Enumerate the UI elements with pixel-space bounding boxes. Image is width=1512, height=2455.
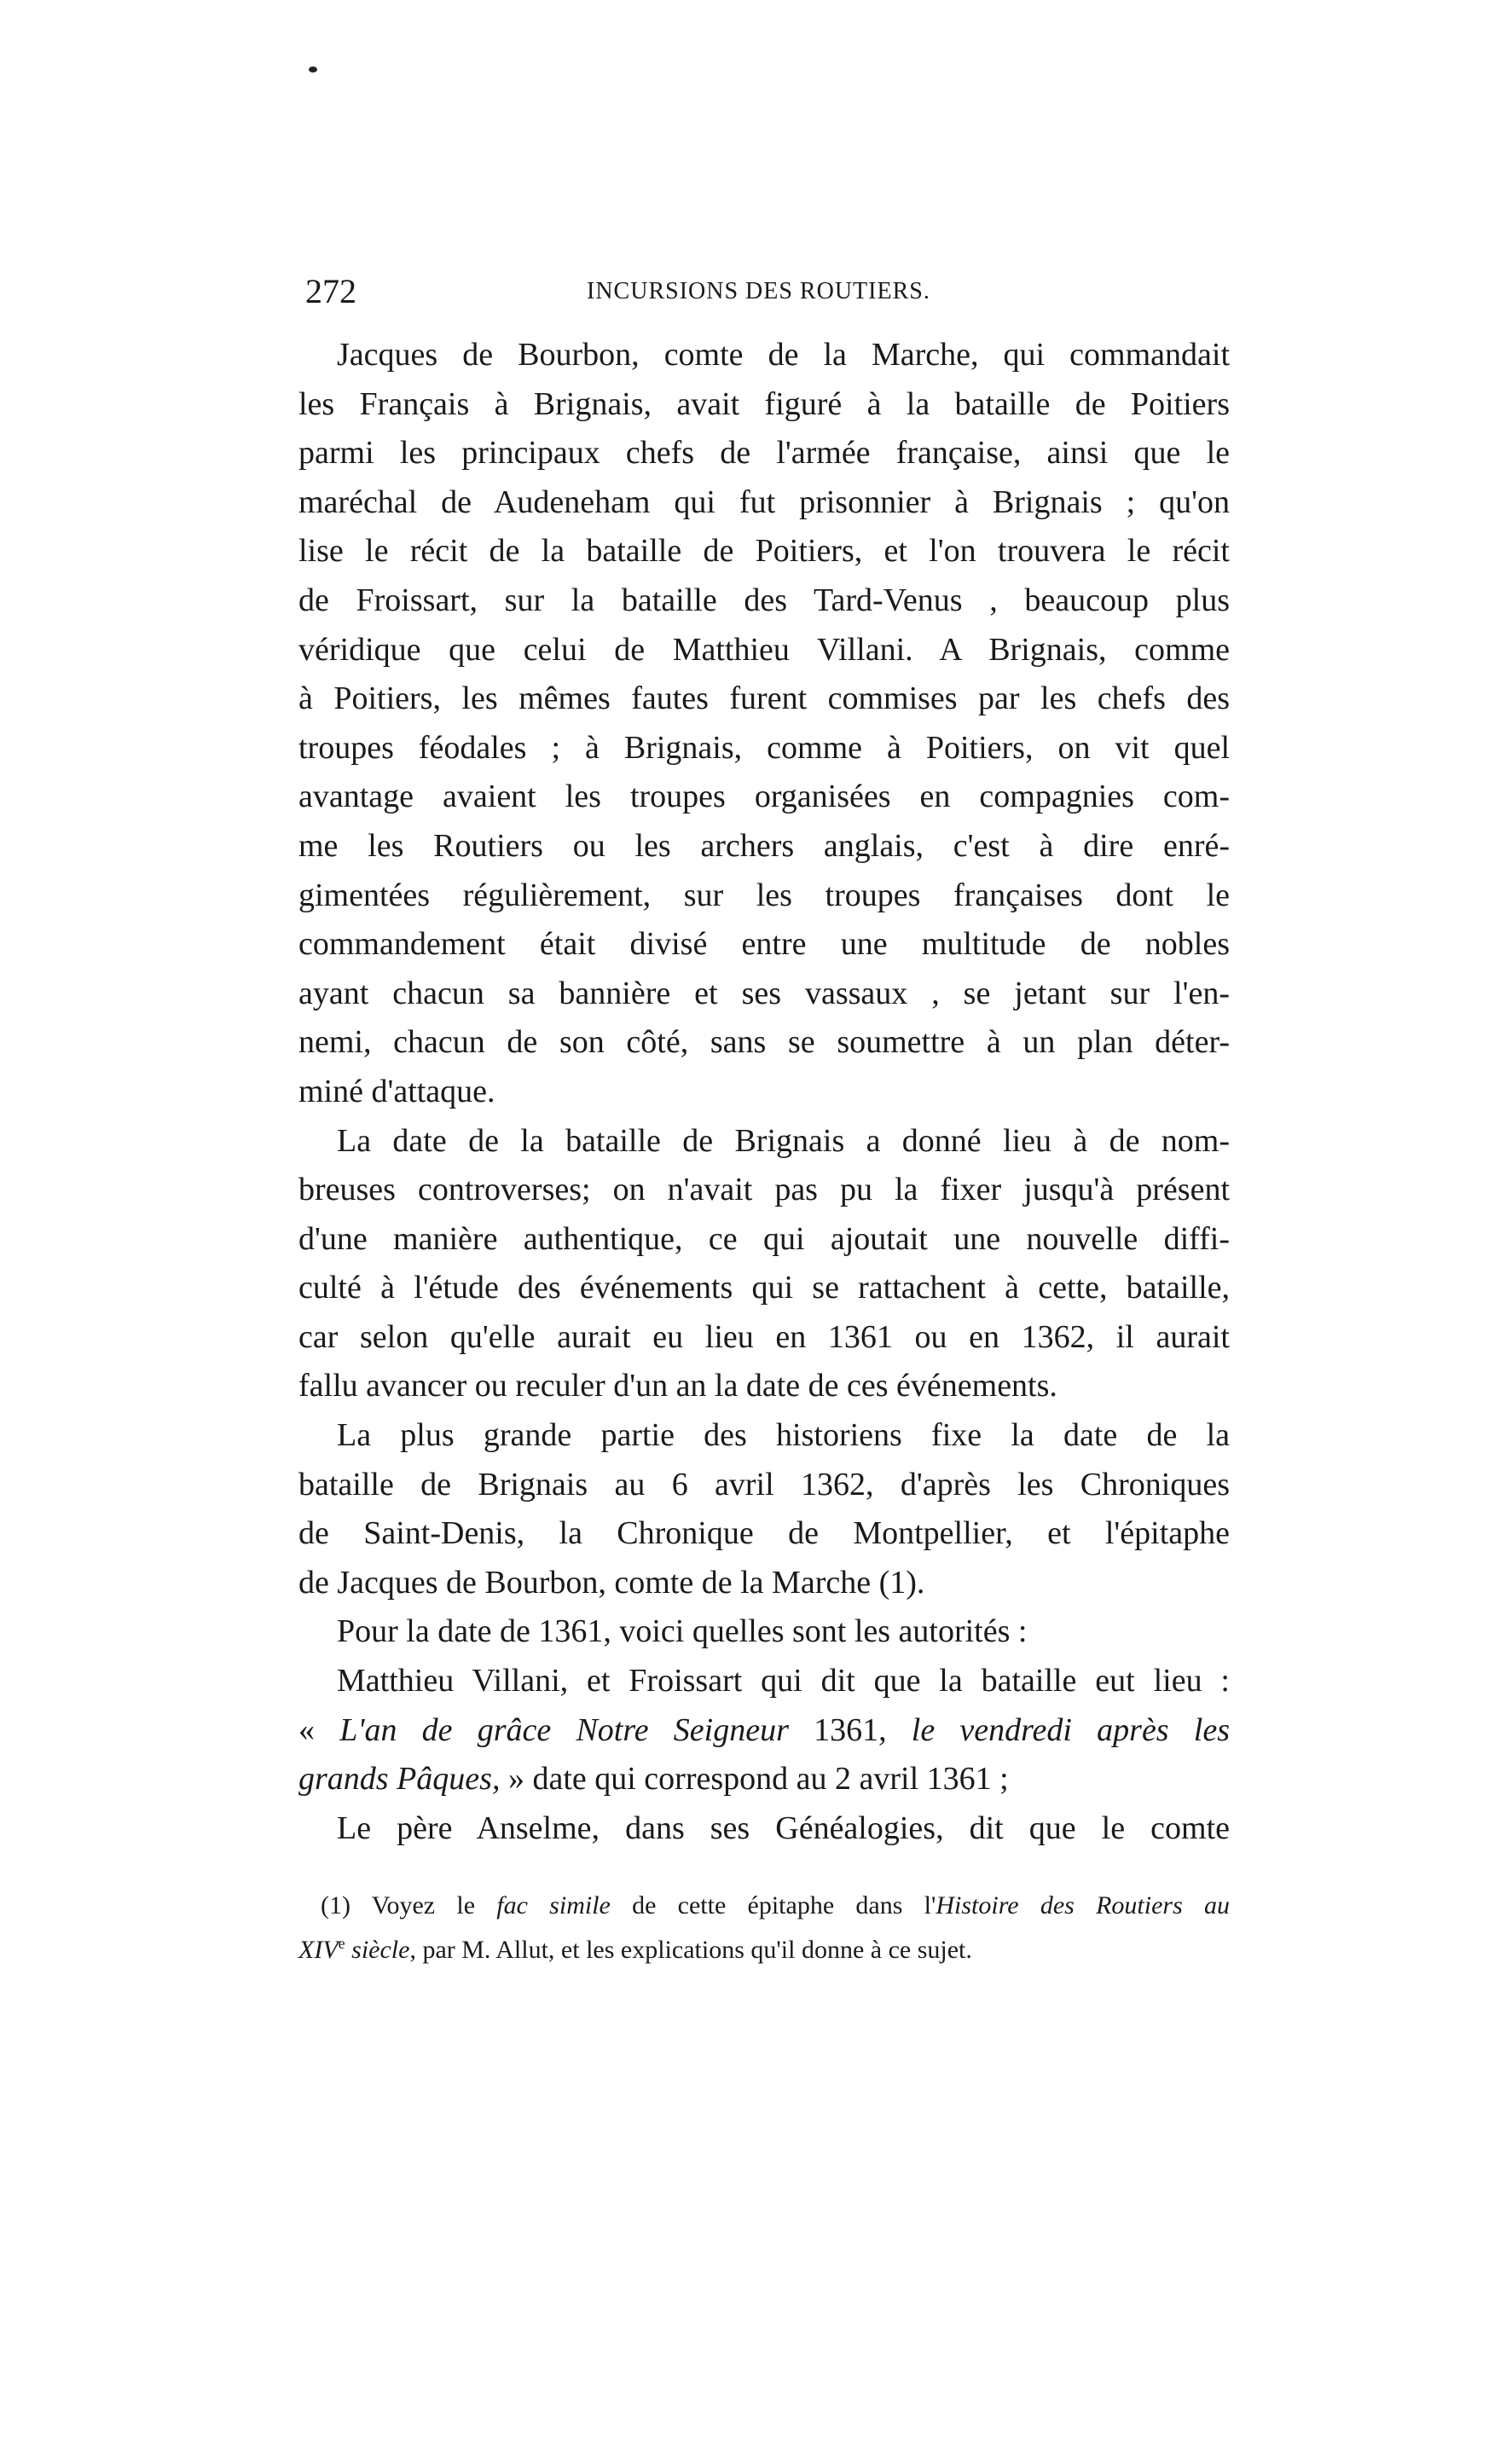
footnote-text: de cette épitaphe dans l'	[610, 1891, 936, 1919]
text-line: bataille de Brignais au 6 avril 1362, d'après les Chroniques	[298, 1466, 1230, 1503]
text-line: ayant chacun sa bannière et ses vassaux , se jetant sur l'en-	[298, 975, 1230, 1011]
footnote-text: Voyez le	[350, 1891, 497, 1919]
footnote-italic: siècle,	[345, 1936, 416, 1964]
quote-year: 1361,	[788, 1711, 912, 1748]
text-line: avantage avaient les troupes organisées en compagnies com-	[298, 779, 1230, 815]
ink-speck	[309, 67, 317, 72]
text-line: de Saint-Denis, la Chronique de Montpellier, et l'épitaphe	[298, 1515, 1230, 1552]
page-number: 272	[305, 272, 356, 310]
text-line: véridique que celui de Matthieu Villani. A Brignais, comme	[298, 631, 1230, 668]
text-line: Pour la date de 1361, voici quelles sont les autorités :	[337, 1613, 1028, 1650]
footnote-line	[321, 1886, 1230, 1925]
quote-italic: L'an de grâce Notre Seigneur	[339, 1711, 789, 1748]
text-line: La plus grande partie des historiens fixe la date de la	[337, 1417, 1230, 1454]
text-line: nemi, chacun de son côté, sans se soumettre à un plan déter-	[298, 1024, 1230, 1061]
text-line: parmi les principaux chefs de l'armée française, ainsi que le	[298, 435, 1230, 472]
footnote-superscript: e	[338, 1935, 345, 1952]
footnote-marker: (1)	[321, 1891, 350, 1919]
text-line: Jacques de Bourbon, comte de la Marche, qui commandait	[337, 337, 1230, 373]
footnote-italic: fac simile	[496, 1891, 611, 1919]
page-header	[305, 271, 1235, 314]
text-line: à Poitiers, les mêmes fautes furent commises par les chefs des	[298, 680, 1230, 717]
text-line: commandement était divisé entre une multitude de nobles	[298, 926, 1230, 963]
text-line: de Froissart, sur la bataille des Tard-Venus , beaucoup plus	[298, 582, 1230, 618]
text-line: me les Routiers ou les archers anglais, c'est à dire enré-	[298, 827, 1230, 864]
text-line-quote	[298, 1706, 1230, 1756]
text-line: maréchal de Audeneham qui fut prisonnier à Brignais ; qu'on	[298, 483, 1230, 520]
body-text	[298, 331, 1230, 1853]
footnote-italic: XIV	[298, 1936, 339, 1964]
text-line: de Jacques de Bourbon, comte de la Marche (1).	[298, 1564, 925, 1601]
text-line: breuses controverses; on n'avait pas pu la fixer jusqu'à présent	[298, 1172, 1230, 1208]
text-line: Le père Anselme, dans ses Généalogies, dit que le comte	[337, 1809, 1230, 1846]
text-line: troupes féodales ; à Brignais, comme à Poitiers, on vit quel	[298, 729, 1230, 766]
text-line: La date de la bataille de Brignais a donné lieu à de nom-	[337, 1122, 1230, 1159]
quote-open: «	[298, 1711, 340, 1748]
text-line: car selon qu'elle aurait eu lieu en 1361 ou en 1362, il aurait	[298, 1318, 1230, 1355]
quote-italic: le vendredi après les	[911, 1711, 1231, 1748]
running-title: INCURSIONS DES ROUTIERS.	[587, 278, 930, 304]
quote-italic: grands Pâques,	[298, 1761, 501, 1798]
text-line: miné d'attaque.	[298, 1073, 495, 1109]
footnote	[298, 1886, 1230, 1964]
text-line: gimentées régulièrement, sur les troupes françaises dont le	[298, 877, 1230, 913]
text-line: Matthieu Villani, et Froissart qui dit que la bataille eut lieu :	[337, 1663, 1230, 1699]
text-line: lise le récit de la bataille de Poitiers, et l'on trouvera le récit	[298, 533, 1230, 570]
text-line: d'une manière authentique, ce qui ajoutait une nouvelle diffi-	[298, 1220, 1230, 1257]
text-line: culté à l'étude des événements qui se rattachent à cette, bataille,	[298, 1270, 1230, 1306]
footnote-line	[298, 1925, 1230, 1963]
quote-rest: » date qui correspond au 2 avril 1361 ;	[500, 1761, 1009, 1798]
text-line: fallu avancer ou reculer d'un an la date de ces événements.	[298, 1368, 1057, 1404]
footnote-text: par M. Allut, et les explications qu'il donne à ce sujet.	[415, 1936, 972, 1964]
text-line-quote	[298, 1755, 1230, 1804]
text-line: les Français à Brignais, avait figuré à la bataille de Poitiers	[298, 385, 1230, 422]
footnote-italic: Histoire des Routiers au	[936, 1891, 1230, 1919]
